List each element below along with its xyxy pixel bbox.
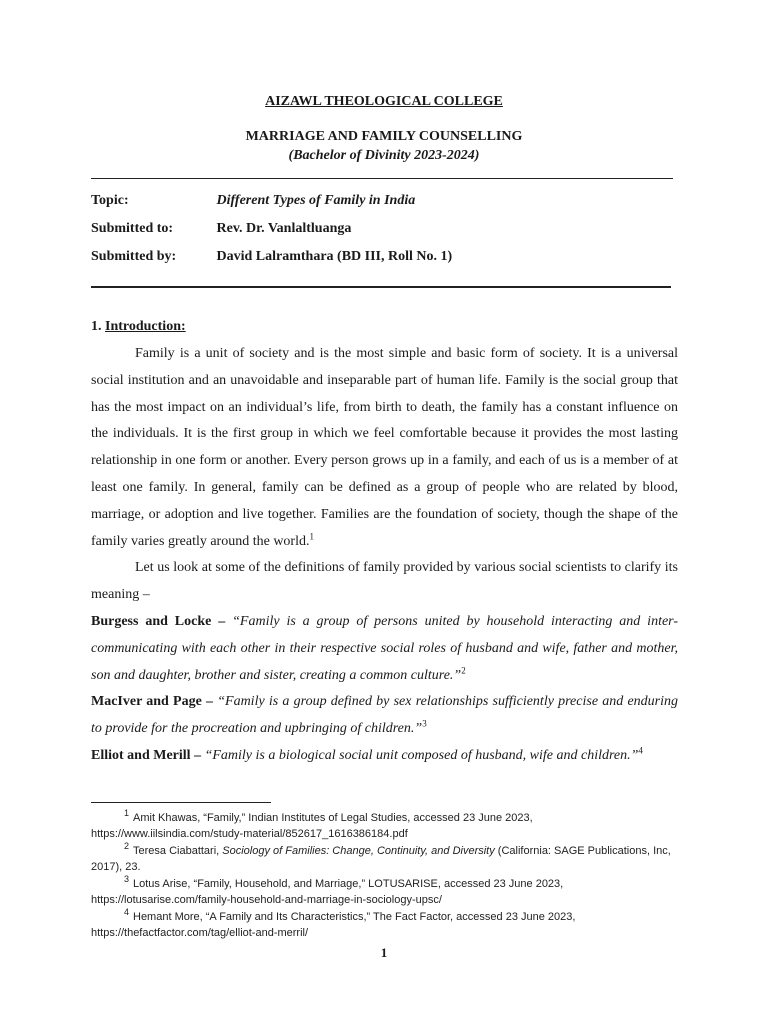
- section-heading: [91, 319, 186, 335]
- submitted-by-label: Submitted by:: [91, 249, 177, 264]
- footnote-text: Lotus Arise, “Family, Household, and Marriage,” LOTUSARISE, accessed 23 June 2023, https://lotusarise.com/family-household-and-marriage-in-sociology-upsc/: [91, 878, 564, 906]
- definition-burgess-locke: [91, 609, 678, 689]
- submitted-by-value: David Lalramthara (BD III, Roll No. 1): [216, 249, 453, 264]
- submitted-to-value: Rev. Dr. Vanlaltluanga: [216, 221, 352, 236]
- footnote-ref-1: 1: [309, 530, 314, 541]
- introduction-body: [91, 341, 678, 770]
- footnote-separator: [91, 802, 271, 803]
- intro-paragraph-text: Family is a unit of society and is the most simple and basic form of society. It is a universal social institution and an unavoidable and inseparable part of human life. Family is the social group that has the most impact on an individual’s life, from birth to death, the family has a constant influence on the individuals. It is the first group in which we feel comfortable because it provides the most lasting relationship in one form or another. Every person grows up in a family, and each of us is a member of at least one family. In general, family can be defined as a group of people who are related by blood, marriage, or adoption and live together. Families are the foundation of society, though the shape of the family varies greatly around the world.: [91, 346, 678, 549]
- footnote-ref-3: 3: [422, 718, 427, 729]
- topic-label: Topic:: [91, 193, 129, 208]
- section-title: Introduction:: [105, 319, 186, 334]
- section-number: 1.: [91, 319, 102, 334]
- definition-elliot-merill: [91, 743, 678, 770]
- footnote-book-title: Sociology of Families: Change, Continuity, and Diversity: [222, 845, 495, 857]
- bottom-divider: [91, 286, 671, 288]
- footnote-text: Hemant More, “A Family and Its Characteristics,” The Fact Factor, accessed 23 June 2023, https://thefactfactor.com/tag/elliot-and-merril/: [91, 911, 576, 939]
- definition-author: Elliot and Merill –: [91, 747, 202, 763]
- footnote-text: Teresa Ciabattari,: [133, 845, 223, 857]
- footnote-4: $^4$ Hemant More, “A Family and Its Characteristics,” The Fact Factor, accessed 23 June 2023, https://thefactfactor.com/tag/elliot-and-merril/: [91, 907, 576, 939]
- definition-quote: “Family is a group of persons united by household interacting and inter-communicating with each other in their respective social roles of husband and wife, father and mother, son and daughter, brother and sister, creating a common culture.”: [91, 613, 679, 683]
- footnote-ref-2: 2: [461, 664, 466, 675]
- footnotes: [91, 810, 678, 942]
- footnote-text-tail: (California: SAGE Publications, Inc, 2017), 23.: [91, 845, 671, 873]
- intro-paragraph: [91, 341, 678, 555]
- footnote-ref-4: 4: [638, 745, 643, 756]
- topic-value: Different Types of Family in India: [216, 193, 416, 208]
- definition-quote: “Family is a group defined by sex relationships sufficiently precise and enduring to provide for the procreation and upbringing of children.”: [91, 694, 679, 737]
- submitted-to-row: [91, 221, 351, 237]
- footnote-1: $^1$ Amit Khawas, “Family,” Indian Institutes of Legal Studies, accessed 23 June 2023, https://www.iilsindia.com/study-material/852617_1616386184.pdf: [91, 808, 533, 840]
- definition-quote: “Family is a biological social unit composed of husband, wife and children.”: [204, 747, 639, 763]
- footnote-2: $^2$ Teresa Ciabattari, Sociology of Families: Change, Continuity, and Diversity (California: SAGE Publications, Inc, 2017), 23.: [91, 841, 671, 873]
- submitted-by-row: [91, 249, 452, 265]
- topic-row: [91, 193, 415, 209]
- page-number: 1: [380, 945, 388, 960]
- footnote-3: $^3$ Lotus Arise, “Family, Household, and Marriage,” LOTUSARISE, accessed 23 June 2023, https://lotusarise.com/family-household-and-marriage-in-sociology-upsc/: [91, 874, 564, 906]
- submitted-to-label: Submitted to:: [91, 221, 174, 236]
- definitions-intro-paragraph: Let us look at some of the definitions of family provided by various social scientists to clarify its meaning –: [91, 560, 678, 603]
- course-title: MARRIAGE AND FAMILY COUNSELLING: [245, 129, 523, 144]
- top-divider: [91, 178, 673, 179]
- definition-maciver-page: [91, 689, 678, 743]
- course-subtitle: (Bachelor of Divinity 2023-2024): [288, 148, 480, 163]
- footnote-text: Amit Khawas, “Family,” Indian Institutes of Legal Studies, accessed 23 June 2023, https://www.iilsindia.com/study-material/852617_1616386184.pdf: [91, 812, 533, 840]
- definition-author: MacIver and Page –: [91, 694, 214, 710]
- definition-author: Burgess and Locke –: [91, 613, 226, 629]
- college-name: AIZAWL THEOLOGICAL COLLEGE: [265, 94, 503, 109]
